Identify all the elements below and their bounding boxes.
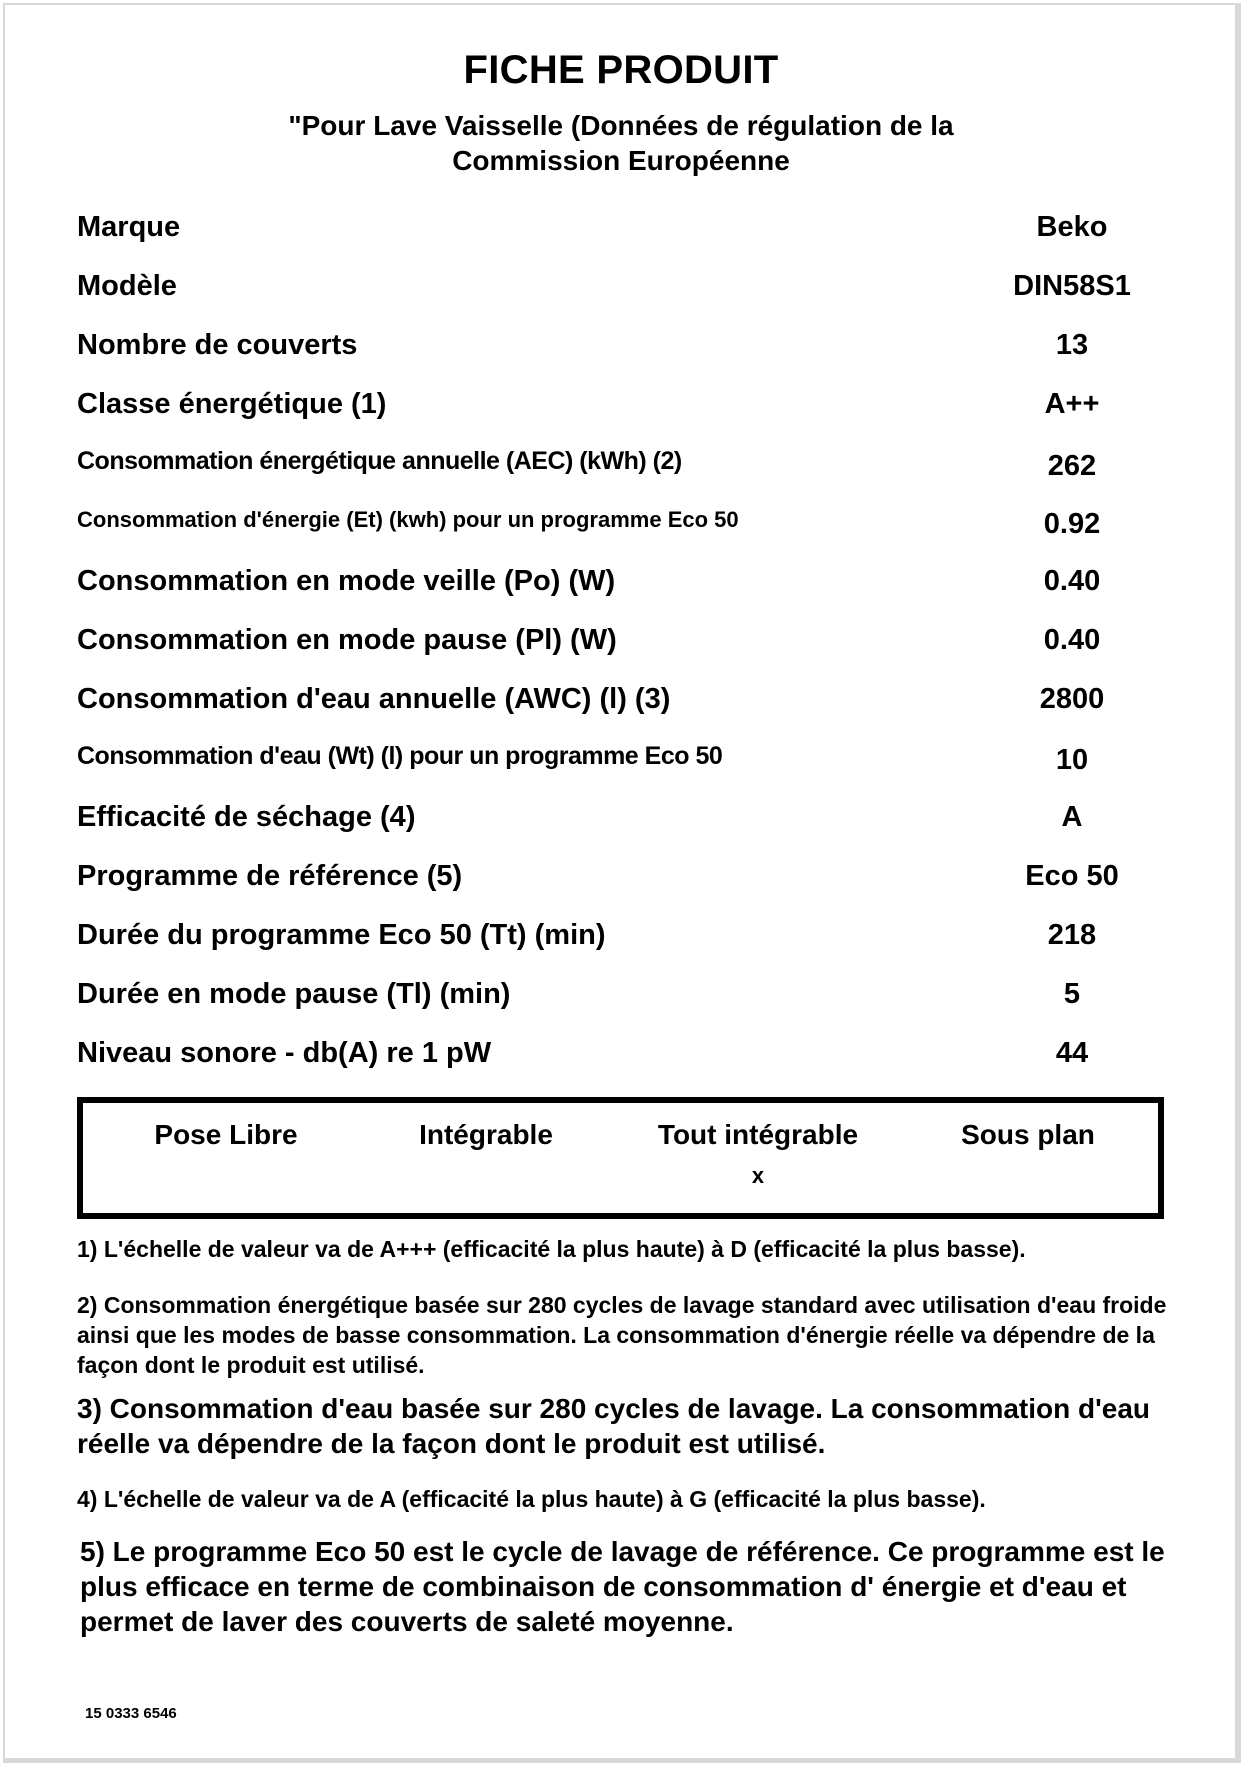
spec-label: Consommation en mode veille (Po) (W) [77,565,616,597]
spec-value: 44 [1055,1037,1089,1069]
spec-label: Durée en mode pause (Tl) (min) [77,978,511,1010]
spec-label: Niveau sonore - db(A) re 1 pW [77,1037,492,1069]
spec-label: Consommation en mode pause (Pl) (W) [77,624,617,656]
subtitle-line-2: Commission Européenne [452,145,790,176]
spec-label: Consommation d'énergie (Et) (kwh) pour un programme Eco 50 [77,507,739,532]
spec-value: Beko [1036,211,1108,243]
spec-value: 5 [1063,978,1081,1010]
spec-label: Programme de référence (5) [77,860,463,892]
install-selected-mark: x [751,1163,765,1188]
spec-value: 10 [1055,744,1089,776]
footnote-5: 5) Le programme Eco 50 est le cycle de lavage de référence. Ce programme est le plus efficace en terme de combinaison de consommation d' énergie et d'eau et permet de laver des couverts de saleté moyenne. [80,1536,1165,1637]
footnote-1: 1) L'échelle de valeur va de A+++ (efficacité la plus haute) à D (efficacité la plus basse). [77,1236,1026,1262]
spec-label: Consommation d'eau annuelle (AWC) (l) (3) [77,683,671,715]
footnote-2: 2) Consommation énergétique basée sur 280 cycles de lavage standard avec utilisation d'eau froide ainsi que les modes de basse consommation. La consommation d'énergie réelle va dépendre de la façon dont le produit est utilisé. [77,1292,1167,1378]
footnote-3: 3) Consommation d'eau basée sur 280 cycles de lavage. La consommation d'eau réelle va dépendre de la façon dont le produit est utilisé. [77,1393,1151,1459]
page-subtitle [0,108,1242,178]
spec-value: 218 [1047,919,1097,951]
spec-value: 0.40 [1043,565,1101,597]
install-option-free-standing: Pose Libre [154,1119,298,1150]
install-option-fully-integrated: Tout intégrable [657,1119,859,1150]
document-code: 15 0333 6546 [85,1705,177,1722]
spec-value: Eco 50 [1025,860,1119,892]
spec-value: 0.40 [1043,624,1101,656]
spec-value: 0.92 [1043,508,1101,540]
spec-value: 2800 [1039,683,1105,715]
install-option-under-counter: Sous plan [961,1119,1095,1150]
spec-label: Efficacité de séchage (4) [77,801,416,833]
spec-label: Consommation d'eau (Wt) (l) pour un programme Eco 50 [77,742,723,770]
install-option-semi-integrated: Intégrable [419,1119,553,1150]
installation-type-box [77,1097,1164,1219]
subtitle-line-1: "Pour Lave Vaisselle (Données de régulation de la [288,110,954,141]
footnote-4: 4) L'échelle de valeur va de A (efficacité la plus haute) à G (efficacité la plus basse). [77,1486,986,1512]
spec-label: Durée du programme Eco 50 (Tt) (min) [77,919,606,951]
spec-value: A [1061,801,1083,833]
spec-label: Modèle [77,270,177,302]
spec-label: Classe énergétique (1) [77,388,387,420]
spec-label: Marque [77,211,181,243]
spec-value: DIN58S1 [1013,270,1131,302]
spec-value: 262 [1047,450,1097,482]
spec-value: A++ [1044,388,1100,420]
spec-label: Consommation énergétique annuelle (AEC) (kWh) (2) [77,447,682,475]
spec-label: Nombre de couverts [77,329,358,361]
page-title: FICHE PRODUIT [463,48,779,92]
spec-value: 13 [1055,329,1089,361]
